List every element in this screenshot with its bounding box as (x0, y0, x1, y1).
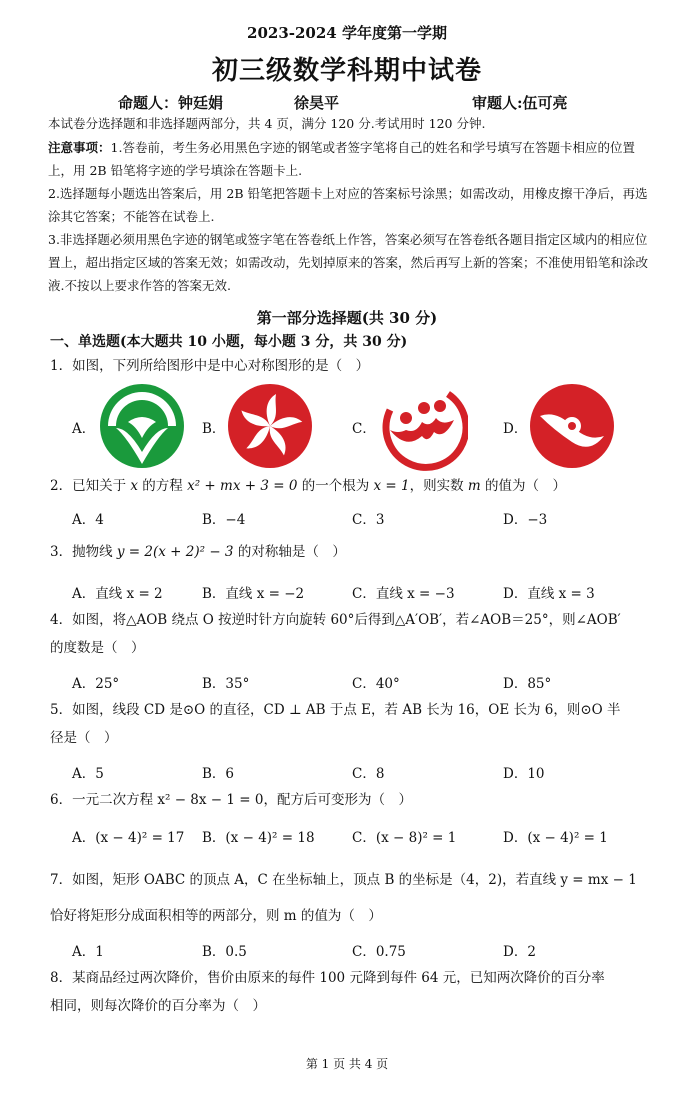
q6-option-c: C．(x − 8)² = 1 (352, 830, 457, 846)
q7-option-a: A．1 (72, 944, 104, 960)
q2-option-a: A．4 (72, 512, 104, 528)
q2-option-c: C．3 (352, 512, 385, 528)
question-7-line-2: 恰好将矩形分成面积相等的两部分，则 m 的值为（ ） (50, 908, 382, 924)
q3-equation: y = 2(x + 2)² − 3 (116, 544, 234, 560)
notes-1 (48, 136, 658, 182)
question-4-line-2: 的度数是（ ） (50, 640, 145, 656)
exam-title: 初三级数学科期中试卷 (211, 56, 482, 86)
q6-option-b: B．(x − 4)² = 18 (202, 830, 315, 846)
question-1: 1．如图，下列所给图形中是中心对称图形的是（ ） (50, 358, 370, 374)
q2-root: x = 1 (373, 478, 410, 494)
q5-option-c: C．8 (352, 766, 385, 782)
q7-option-b: B．0.5 (202, 944, 247, 960)
question-5-line-2: 径是（ ） (50, 730, 118, 746)
q2-text-post2: 的值为（ ） (480, 478, 567, 494)
q3-option-b: B．直线 x = −2 (202, 586, 305, 602)
author-2: 徐昊平 (294, 94, 340, 112)
figures-emblem-icon (376, 380, 468, 472)
q6-option-d: D．(x − 4)² = 1 (503, 830, 608, 846)
question-7-line-1: 7．如图，矩形 OABC 的顶点 A，C 在坐标轴上，顶点 B 的坐标是（4，2)，若直线 y = mx − 1 (50, 872, 637, 888)
q3-option-a: A．直线 x = 2 (72, 586, 163, 602)
exam-year: 2023-2024 学年度第一学期 (247, 24, 447, 42)
q2-text-pre: 2．已知关于 (50, 478, 131, 494)
q7-option-d: D．2 (503, 944, 536, 960)
notes-3: 3.非选择题必须用黑色字迹的钢笔或签字笔在答卷纸上作答，答案必须写在答卷纸各题目指定区域内的相应位置上，超出指定区域的答案无效；如需改动，先划掉原来的答案，然后再写上新的答案；不准使用铅笔和涂改液.不按以上要求作答的答案无效. (48, 232, 649, 293)
q2-var-m: m (467, 478, 481, 494)
q3-option-d: D．直线 x = 3 (503, 586, 595, 602)
notes-2: 2.选择题每小题选出答案后，用 2B 铅笔把答题卡上对应的答案标号涂黑；如需改动，用橡皮擦干净后，再选涂其它答案；不能答在试卷上. (48, 186, 648, 224)
green-emblem-icon (98, 382, 186, 470)
author-1: 命题人：钟廷娟 (118, 94, 224, 112)
q4-option-b: B．35° (202, 676, 250, 692)
question-5-line-1: 5．如图，线段 CD 是⊙O 的直径，CD ⊥ AB 于点 E，若 AB 长为 16，OE 长为 6，则⊙O 半 (50, 702, 621, 718)
q1-option-d: D． (503, 421, 528, 437)
notes-label: 注意事项： (48, 140, 111, 155)
q1-option-a: A． (72, 421, 96, 437)
q7-option-c: C．0.75 (352, 944, 406, 960)
wave-emblem-icon (528, 382, 616, 470)
question-8-line-2: 相同，则每次降价的百分率为（ ） (50, 998, 266, 1014)
q2-text-mid: 的方程 (138, 478, 188, 494)
flower-emblem-icon (226, 382, 314, 470)
question-3 (50, 538, 660, 566)
q4-option-c: C．40° (352, 676, 400, 692)
notes-1-text: 1.答卷前，考生务必用黑色字迹的钢笔或者签字笔将自己的姓名和学号填写在答题卡相应的位置上，用 2B 铅笔将字迹的学号填涂在答题卡上. (48, 140, 635, 178)
q2-text-mid2: 的一个根为 (297, 478, 374, 494)
question-6: 6．一元二次方程 x² − 8x − 1 = 0，配方后可变形为（ ） (50, 792, 412, 808)
page-footer: 第 1 页 共 4 页 (305, 1057, 389, 1071)
q3-option-c: C．直线 x = −3 (352, 586, 455, 602)
q4-option-a: A．25° (72, 676, 120, 692)
part-title: 一、单选题(本大题共 10 小题，每小题 3 分，共 30 分) (50, 334, 408, 350)
q2-var-x: x (130, 478, 139, 494)
q5-option-d: D．10 (503, 766, 545, 782)
q3-text-post: 的对称轴是（ ） (233, 544, 346, 560)
q1-option-c: C． (352, 421, 376, 437)
reviewer: 审题人:伍可亮 (472, 94, 568, 112)
q5-option-b: B．6 (202, 766, 235, 782)
q2-equation: x² + mx + 3 = 0 (187, 478, 298, 494)
q4-option-d: D．85° (503, 676, 552, 692)
question-4-line-1: 4．如图，将△AOB 绕点 O 按逆时针方向旋转 60°后得到△A′OB′，若∠AOB＝25°，则∠AOB′ (50, 612, 621, 628)
section-title: 第一部分选择题(共 30 分) (256, 309, 438, 327)
q2-option-d: D．−3 (503, 512, 548, 528)
q2-option-b: B．−4 (202, 512, 246, 528)
question-8-line-1: 8．某商品经过两次降价，售价由原来的每件 100 元降到每件 64 元，已知两次降价的百分率 (50, 970, 605, 986)
q2-text-post: ，则实数 (409, 478, 468, 494)
q1-option-b: B． (202, 421, 226, 437)
intro-text: 本试卷分选择题和非选择题两部分，共 4 页，满分 120 分.考试用时 120 分钟. (48, 116, 486, 131)
q5-option-a: A．5 (72, 766, 104, 782)
q6-option-a: A．(x − 4)² = 17 (72, 830, 185, 846)
q3-text-pre: 3．抛物线 (50, 544, 117, 560)
question-2 (50, 472, 660, 500)
